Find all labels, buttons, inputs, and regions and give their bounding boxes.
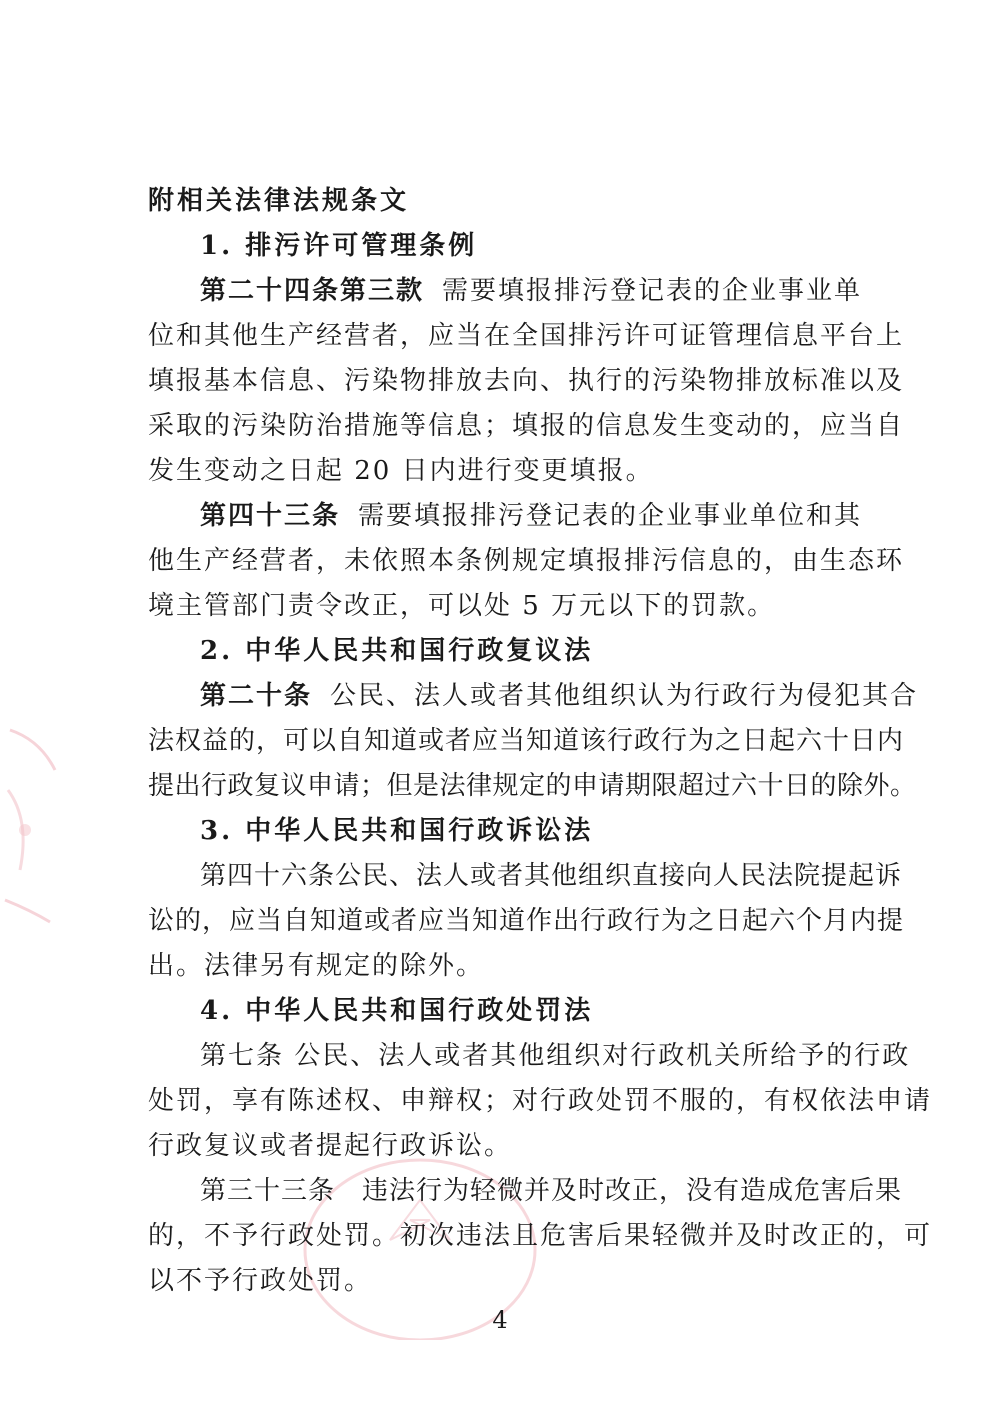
article-20-line-3: 提出行政复议申请；但是法律规定的申请期限超过六十日的除外。 [148,771,917,801]
section-1-title: 1. 排污许可管理条例 [200,231,478,261]
article-24-line-2: 位和其他生产经营者，应当在全国排污许可证管理信息平台上 [148,321,905,351]
seal-stamp-left [0,710,60,930]
article-24-line-1: 第二十四条第三款 需要填报排污登记表的企业事业单 [200,276,863,306]
article-46-line-1: 第四十六条公民、法人或者其他组织直接向人民法院提起诉 [200,861,903,891]
section-2-title: 2. 中华人民共和国行政复议法 [200,636,594,666]
article-7-line-3: 行政复议或者提起行政诉讼。 [148,1131,513,1161]
article-7-line-1: 第七条 公民、法人或者其他组织对行政机关所给予的行政 [200,1041,911,1071]
article-20-line-1: 第二十条 公民、法人或者其他组织认为行政行为侵犯其合 [200,681,919,711]
article-7-line-2: 处罚，享有陈述权、申辩权；对行政处罚不服的，有权依法申请 [148,1086,933,1116]
article-24-line-3: 填报基本信息、污染物排放去向、执行的污染物排放标准以及 [148,366,905,396]
document-heading: 附相关法律法规条文 [148,186,410,216]
article-43-name: 第四十三条 [200,501,341,531]
page-number: 4 [492,1306,508,1334]
article-43-line-3: 境主管部门责令改正，可以处 5 万元以下的罚款。 [148,591,776,621]
article-24-line-4: 采取的污染防治措施等信息；填报的信息发生变动的，应当自 [148,411,905,441]
section-3-title: 3. 中华人民共和国行政诉讼法 [200,816,594,846]
article-43-line-2: 他生产经营者，未依照本条例规定填报排污信息的，由生态环 [148,546,905,576]
article-33-line-1: 第三十三条 违法行为轻微并及时改正，没有造成危害后果 [200,1176,903,1206]
article-46-line-3: 出。法律另有规定的除外。 [148,951,485,981]
article-24-name: 第二十四条第三款 [200,276,425,306]
article-33-line-2: 的，不予行政处罚。初次违法且危害后果轻微并及时改正的，可 [148,1221,933,1251]
article-43-line-1: 第四十三条 需要填报排污登记表的企业事业单位和其 [200,501,863,531]
article-20-line-2: 法权益的，可以自知道或者应当知道该行政行为之日起六十日内 [148,726,905,756]
article-46-line-2: 讼的，应当自知道或者应当知道作出行政行为之日起六个月内提 [148,906,905,936]
article-33-line-3: 以不予行政处罚。 [148,1266,373,1296]
article-20-name: 第二十条 [200,681,313,711]
article-24-line-5: 发生变动之日起 20 日内进行变更填报。 [148,456,654,486]
section-4-title: 4. 中华人民共和国行政处罚法 [200,996,594,1026]
